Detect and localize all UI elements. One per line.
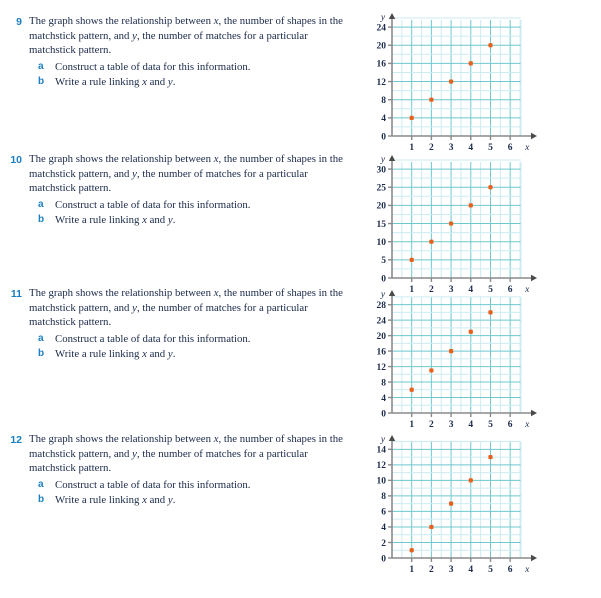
svg-text:2: 2 [429, 420, 434, 430]
svg-text:4: 4 [468, 420, 474, 430]
question-part [38, 213, 345, 228]
svg-text:1: 1 [409, 420, 415, 430]
question-number: 9 [16, 15, 22, 28]
svg-text:x: x [525, 143, 530, 153]
part-label: Construct a table of data for this information. [55, 199, 251, 212]
part-letter: b [38, 347, 45, 359]
scatter-graph-11 [362, 285, 550, 433]
question-block [0, 286, 345, 361]
part-label: Construct a table of data for this information. [55, 479, 251, 492]
svg-text:y: y [380, 155, 386, 165]
svg-text:20: 20 [376, 201, 386, 212]
scatter-graph-10 [362, 150, 550, 298]
svg-text:14: 14 [376, 445, 386, 456]
part-label: Write a rule linking x and y. [55, 493, 176, 506]
question-block [0, 152, 345, 227]
svg-text:8: 8 [381, 378, 386, 389]
svg-text:y: y [380, 13, 386, 23]
svg-text:8: 8 [381, 492, 386, 503]
svg-text:2: 2 [429, 565, 434, 575]
svg-text:4: 4 [381, 523, 386, 534]
svg-text:2: 2 [429, 285, 434, 295]
question-number: 10 [10, 153, 22, 166]
svg-text:16: 16 [376, 59, 386, 70]
question-part [38, 198, 345, 213]
svg-text:20: 20 [376, 41, 386, 52]
question-part [38, 478, 352, 493]
question-block [0, 14, 345, 89]
svg-text:6: 6 [381, 507, 386, 518]
svg-text:6: 6 [507, 565, 513, 575]
svg-text:y: y [380, 290, 386, 300]
svg-text:12: 12 [376, 461, 386, 472]
svg-text:1: 1 [409, 143, 415, 153]
svg-text:5: 5 [488, 285, 493, 295]
svg-text:0: 0 [381, 274, 386, 285]
svg-text:25: 25 [376, 183, 386, 194]
svg-text:1: 1 [409, 285, 415, 295]
svg-text:10: 10 [376, 237, 386, 248]
svg-text:6: 6 [507, 420, 513, 430]
question-part [38, 347, 345, 362]
svg-text:15: 15 [376, 219, 386, 230]
svg-text:0: 0 [381, 409, 386, 420]
question-parts [29, 478, 352, 507]
svg-text:12: 12 [376, 77, 386, 88]
question-part [38, 60, 345, 75]
question-number: 12 [10, 433, 22, 446]
svg-text:5: 5 [381, 256, 386, 267]
svg-text:3: 3 [448, 565, 454, 575]
svg-text:10: 10 [376, 476, 386, 487]
svg-text:3: 3 [448, 285, 454, 295]
svg-text:0: 0 [381, 132, 386, 143]
svg-text:5: 5 [488, 143, 493, 153]
svg-text:5: 5 [488, 565, 493, 575]
svg-text:20: 20 [376, 331, 386, 342]
svg-text:24: 24 [376, 23, 386, 34]
question-number: 11 [10, 287, 22, 300]
svg-text:y: y [380, 435, 386, 445]
part-label: Construct a table of data for this information. [55, 333, 251, 346]
part-letter: a [38, 479, 44, 491]
svg-text:16: 16 [376, 347, 386, 358]
svg-text:x: x [525, 565, 530, 575]
question-stem: The graph shows the relationship between x, the number of shapes in the matchstick pattern, and y, the number of matches for a particular matchstick pattern. [29, 287, 343, 329]
part-letter: b [38, 213, 45, 225]
svg-text:4: 4 [381, 114, 386, 125]
question-parts [29, 198, 345, 227]
svg-text:30: 30 [376, 165, 386, 176]
svg-text:8: 8 [381, 95, 386, 106]
svg-text:28: 28 [376, 300, 386, 311]
part-letter: a [38, 61, 44, 73]
question-part [38, 332, 345, 347]
scatter-graph-12 [362, 430, 550, 578]
question-parts [29, 332, 345, 361]
scatter-graph-9 [362, 8, 550, 156]
part-label: Construct a table of data for this information. [55, 61, 251, 74]
svg-text:4: 4 [468, 565, 474, 575]
svg-text:3: 3 [448, 420, 454, 430]
question-stem: The graph shows the relationship between x, the number of shapes in the matchstick pattern, and y, the number of matches for a particular matchstick pattern. [29, 433, 343, 475]
part-letter: a [38, 199, 44, 211]
svg-text:6: 6 [507, 143, 513, 153]
svg-text:1: 1 [409, 565, 415, 575]
question-part [38, 493, 352, 508]
question-part [38, 75, 345, 90]
svg-text:x: x [525, 420, 530, 430]
svg-text:2: 2 [429, 143, 434, 153]
part-label: Write a rule linking x and y. [55, 75, 176, 88]
svg-text:2: 2 [381, 538, 386, 549]
part-label: Write a rule linking x and y. [55, 213, 176, 226]
question-parts [29, 60, 345, 89]
svg-text:5: 5 [488, 420, 493, 430]
svg-text:4: 4 [468, 143, 474, 153]
svg-text:0: 0 [381, 554, 386, 565]
part-letter: a [38, 333, 44, 345]
svg-text:12: 12 [376, 362, 386, 373]
part-letter: b [38, 75, 45, 87]
svg-text:4: 4 [381, 393, 386, 404]
svg-text:3: 3 [448, 143, 454, 153]
question-block [0, 432, 352, 507]
svg-text:6: 6 [507, 285, 513, 295]
question-stem: The graph shows the relationship between x, the number of shapes in the matchstick pattern, and y, the number of matches for a particular matchstick pattern. [29, 15, 343, 57]
part-letter: b [38, 493, 45, 505]
part-label: Write a rule linking x and y. [55, 347, 176, 360]
question-stem: The graph shows the relationship between x, the number of shapes in the matchstick pattern, and y, the number of matches for a particular matchstick pattern. [29, 153, 343, 195]
svg-text:4: 4 [468, 285, 474, 295]
svg-text:24: 24 [376, 316, 386, 327]
svg-text:x: x [525, 285, 530, 295]
